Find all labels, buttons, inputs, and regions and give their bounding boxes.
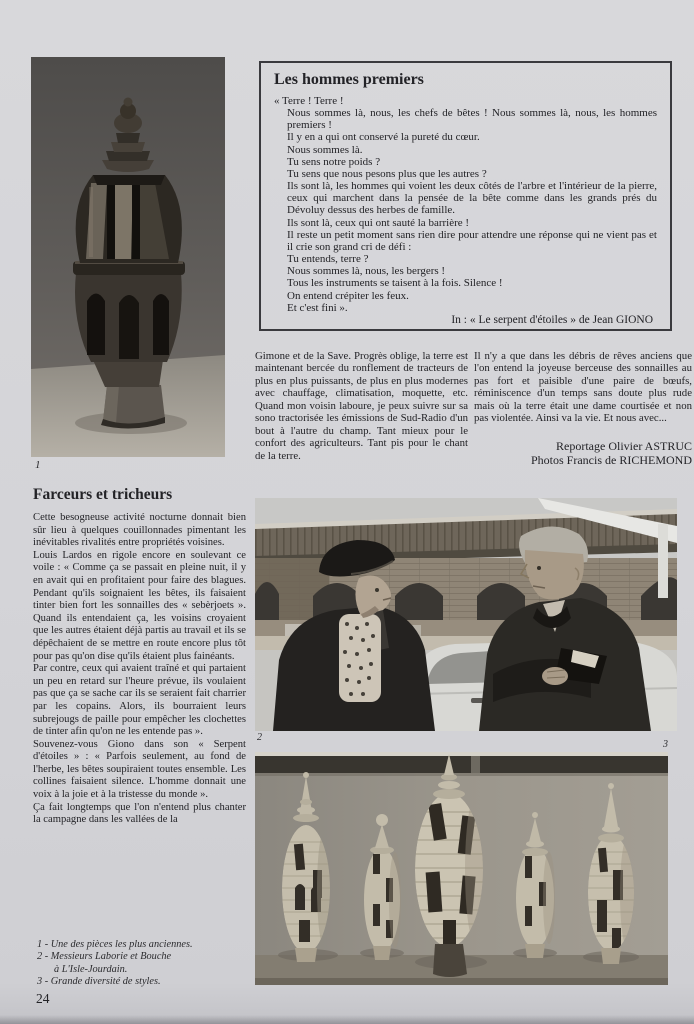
credit-photos: Photos Francis de RICHEMOND xyxy=(531,453,692,468)
poem-line: « Terre ! Terre ! xyxy=(274,95,344,107)
footnote-line: 3 - Grande diversité de styles. xyxy=(37,976,161,988)
pole xyxy=(658,524,668,598)
article-paragraph: Cette besogneuse activité nocturne donnait bien sûr lieu à quelques couillonnades pimentant les inévitables rivalités entre propriétés voisines. xyxy=(33,512,246,549)
photo-bell-collection xyxy=(255,752,668,985)
photo1-caption: 1 xyxy=(35,459,41,471)
shelf-top-edge xyxy=(255,752,668,756)
poem-line: On entend crépiter les feux. xyxy=(287,289,409,302)
upper-shelf-board xyxy=(255,756,668,773)
photo2-caption: 2 xyxy=(257,732,262,743)
page-number: 24 xyxy=(36,991,50,1006)
poem-line: Nous sommes là, nous, les chefs de bêtes ! Nous sommes là, nous, les hommes premiers ! xyxy=(287,107,657,132)
article-farceurs xyxy=(33,486,246,827)
poem-line: Ils sont là, ceux qui ont sauté la barrière ! xyxy=(287,216,470,229)
poem xyxy=(274,95,657,314)
poem-line: Tu sens notre poids ? xyxy=(287,155,381,168)
poem-line: Ils sont là, les hommes qui voient les deux côtés de l'arbre et l'intérieur de la pierre, ceux qui marchent dans la pensée de la bête comme dans les grands prés du Dévoluy dessus des herbes de famille. xyxy=(287,180,657,217)
page-edge-shadow xyxy=(0,1015,694,1024)
intro-right-text: Il n'y a que dans les débris de rêves anciens que l'on entend la joyeuse berceuse des sonnailles au pas fort et paisible d'une paire de bœufs, réminiscence d'un temps sans doute plus rude mais où la terre était une dame courtisée et non pas violentée. Ainsi va la vie. Et nous avec... xyxy=(474,350,692,425)
footnote-line: à L'Isle-Jourdain. xyxy=(54,963,128,975)
poem-line: Nous sommes là. xyxy=(287,143,363,156)
poem-line: Nous sommes là, nous, les bergers ! xyxy=(287,265,446,278)
credits xyxy=(474,439,692,468)
article-paragraph: Souvenez-vous Giono dans son « Serpent d'étoiles » : « Parfois seulement, au fond de l'herbe, les bêtes soupiraient toutes ensemble. Les collines faisaient silence. L'homme donnait une voix à la joie et à la tristesse du monde ». xyxy=(33,738,246,801)
article-heading: Farceurs et tricheurs xyxy=(33,486,173,503)
photo3-caption: 3 xyxy=(663,739,668,750)
intro-left-column: Gimone et de la Save. Progrès oblige, la terre est maintenant bercée du ronflement de tracteurs de plus en plus puissants, de plus en plus modernes avec chauffage, climatisation, moquette, etc. Quand mon voisin laboure, je peux suivre sur sa sono tractorisée les émissions de Sud-Radio d'un bout à l'autre du champ. Tant mieux pour le confort des agriculteurs. Tant pis pour le chant de la terre. xyxy=(255,350,468,462)
bell-collection-illustration xyxy=(255,752,668,985)
article-paragraph: Ça fait longtemps que l'on n'entend plus chanter la campagne dans les vallées de la xyxy=(33,801,246,826)
intro-right-column xyxy=(474,350,692,468)
photo-ceramic-bell xyxy=(31,57,225,457)
quote-attribution: In : « Le serpent d'étoiles » de Jean GIONO xyxy=(451,313,653,326)
footnote-line: 2 - Messieurs Laborie et Bouche xyxy=(37,951,172,963)
article-paragraph: Par contre, ceux qui avaient traîné et qui partaient un peu en retard sur l'heure prévue, ils voulaient pas que ça se sache car ils se seraient fait charrier par les copains. Alors, ils bourraient leurs subrejougs de paille pour empêcher les clochettes de tinter afin qu'on ne les entende pas ». xyxy=(33,663,246,738)
poem-line: Tous les instruments se taisent à la fois. Silence ! xyxy=(287,277,503,290)
quote-box-title: Les hommes premiers xyxy=(274,71,424,88)
poem-line: Et c'est fini ». xyxy=(287,301,348,314)
footnotes xyxy=(37,939,193,989)
poem-line: Il reste un petit moment sans rien dire pour attendre une réponse qui ne vient pas et il crie son grand cri de défi : xyxy=(287,228,657,253)
two-men-illustration xyxy=(255,498,677,731)
article-paragraph: Louis Lardos en rigole encore en soulevant ce voile : « Comme ça se passait en pleine nuit, il y en avait qui en profitaient pour faire des blagues. Pendant qu'ils soignaient les bêtes, ils faisaient tinter bien fort les sonnailles des « sebèrjoets ». Quand ils entendaient ça, les voisins croyaient que les autres étaient déjà partis au travail et ils se dépêchaient de se mettre en route encore plus tôt pour pas qu'on dise qu'ils étaient plus fainéants. xyxy=(33,549,246,662)
quote-box xyxy=(259,61,672,331)
credit-reportage: Reportage Olivier ASTRUC xyxy=(556,438,692,453)
poem-line: Tu sens que nous pesons plus que les autres ? xyxy=(287,167,487,180)
poem-line: Tu entends, terre ? xyxy=(287,253,369,266)
photo-two-men xyxy=(255,498,677,731)
poem-line: Il y en a qui ont conservé la pureté du cœur. xyxy=(287,131,480,144)
intro-columns xyxy=(255,350,692,468)
footnote-line: 1 - Une des pièces les plus anciennes. xyxy=(37,939,193,950)
ceramic-bell-illustration xyxy=(31,57,225,457)
